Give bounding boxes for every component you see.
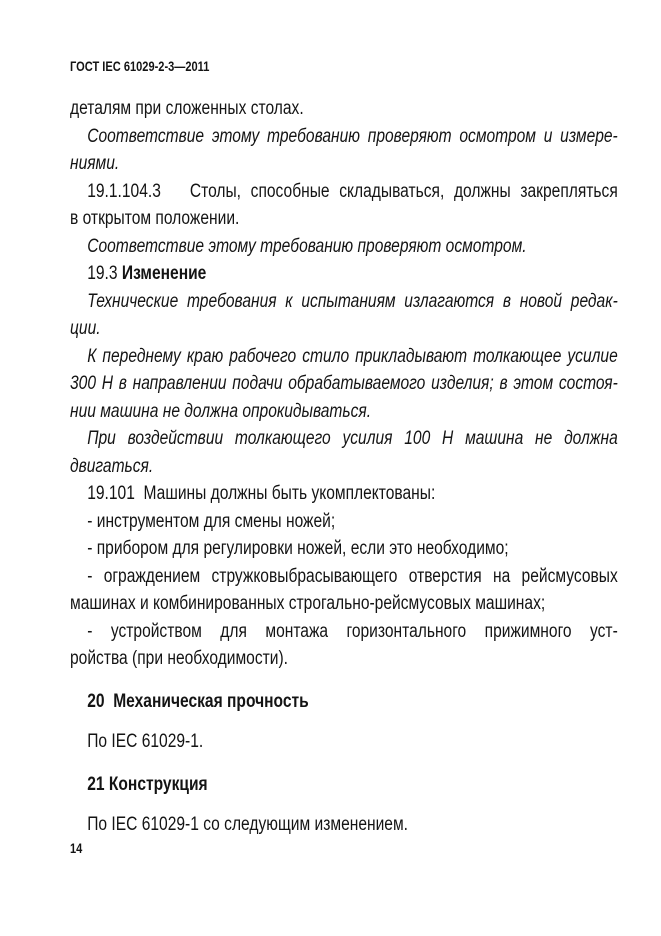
text-line: Соответствие этому требованию проверяют осмотром и измере- <box>87 125 618 147</box>
text-line: машинах и комбинированных строгально-рейсмусовых машинах; <box>70 593 546 614</box>
text-line: ции. <box>70 318 101 339</box>
text-line: ройства (при необходимости). <box>70 648 288 669</box>
page-body-text <box>70 95 618 839</box>
section-heading: 20 Механическая прочность <box>87 690 309 712</box>
text-line: - прибором для регулировки ножей, если это необходимо; <box>87 538 509 559</box>
text-line: К переднему краю рабочего стило прикладывают толкающее усилие <box>87 345 618 367</box>
running-header: ГОСТ IEC 61029-2-3—2011 <box>70 59 210 74</box>
text-line: в открытом положении. <box>70 208 240 229</box>
text-line: ниями. <box>70 153 120 174</box>
text-line: деталям при сложенных столах. <box>70 98 304 119</box>
text-line: Соответствие этому требованию проверяют осмотром. <box>87 235 527 257</box>
text-line: - устройством для монтажа горизонтального прижимного уст- <box>87 620 618 642</box>
clause-number: 19.3 <box>87 263 122 284</box>
text-line: 300 Н в направлении подачи обрабатываемого изделия; в этом состоя- <box>70 373 618 394</box>
text-line: По IEC 61029-1. <box>87 731 204 752</box>
text-line: нии машина не должна опрокидываться. <box>70 400 372 422</box>
text-line: 19.101 Машины должны быть укомплектованы: <box>87 483 436 504</box>
text-line: - инструментом для смены ножей; <box>87 510 336 532</box>
text-line: 19.1.104.3 Столы, способные складываться, должны закрепляться <box>87 180 618 202</box>
section-heading: 21 Конструкция <box>87 773 208 795</box>
text-line: - ограждением стружковыбрасывающего отверстия на рейсмусовых <box>87 565 618 587</box>
page-number: 14 <box>70 841 83 856</box>
text-line: При воздействии толкающего усилия 100 Н машина не должна <box>87 428 618 449</box>
heading-text: Изменение <box>121 263 207 284</box>
text-line: По IEC 61029-1 со следующим изменением. <box>87 814 409 835</box>
text-line <box>70 260 618 288</box>
text-line: двигаться. <box>70 455 154 477</box>
text-line: Технические требования к испытаниям излагаются в новой редак- <box>87 290 618 312</box>
